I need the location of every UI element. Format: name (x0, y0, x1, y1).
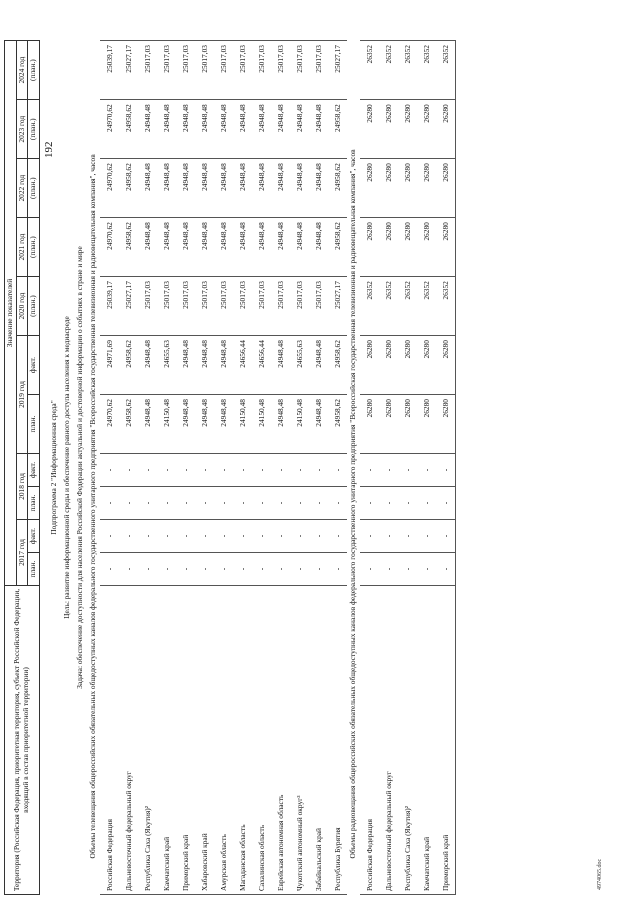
value-cell: 24948,48 (195, 218, 214, 277)
subheader-plan: (план.) (28, 218, 40, 277)
value-cell: - (290, 553, 309, 586)
value-cell: 26280 (417, 159, 436, 218)
value-cell: - (100, 453, 119, 486)
value-cell: 26280 (360, 395, 379, 454)
value-cell: - (157, 486, 176, 519)
value-cell: - (119, 486, 138, 519)
value-cell: 26280 (436, 100, 456, 159)
value-cell: - (119, 453, 138, 486)
value-cell: 24948,48 (252, 100, 271, 159)
year-header-2017: 2017 год (16, 520, 28, 586)
value-cell: - (436, 520, 456, 553)
value-cell: 25017,03 (138, 277, 157, 336)
indicators-table (4, 40, 456, 895)
value-cell: 26280 (436, 218, 456, 277)
subheader-fact: факт. (28, 336, 40, 395)
value-cell: 25017,03 (309, 277, 328, 336)
value-cell: - (398, 453, 417, 486)
value-cell: - (214, 520, 233, 553)
indicators-header: Значение показателей (5, 41, 17, 586)
value-cell: 24948,48 (214, 159, 233, 218)
value-cell: 24150,48 (233, 395, 252, 454)
value-cell: - (100, 486, 119, 519)
territory-name: Камчатский край (417, 586, 436, 895)
value-cell: 26280 (417, 218, 436, 277)
value-cell: - (398, 520, 417, 553)
value-cell: 24150,48 (290, 395, 309, 454)
table-row (398, 41, 417, 895)
value-cell: - (379, 520, 398, 553)
table-row (417, 41, 436, 895)
value-cell: 24656,44 (233, 336, 252, 395)
year-header-2018: 2018 год (16, 453, 28, 519)
value-cell: - (417, 553, 436, 586)
value-cell: 24948,48 (290, 159, 309, 218)
value-cell: - (176, 486, 195, 519)
value-cell: - (398, 553, 417, 586)
value-cell: 26280 (379, 336, 398, 395)
value-cell: 26352 (398, 277, 417, 336)
value-cell: 24948,48 (309, 100, 328, 159)
value-cell: 24970,62 (100, 395, 119, 454)
value-cell: 26352 (360, 277, 379, 336)
table-row (436, 41, 456, 895)
value-cell: 25017,03 (290, 277, 309, 336)
value-cell: - (271, 553, 290, 586)
value-cell: 26352 (417, 277, 436, 336)
subheader-plan: план. (28, 486, 40, 519)
value-cell: 24948,48 (176, 395, 195, 454)
value-cell: 24948,48 (195, 159, 214, 218)
territory-name: Приморский край (436, 586, 456, 895)
value-cell: 24948,48 (138, 100, 157, 159)
value-cell: - (290, 486, 309, 519)
section-title: Объемы телевещания общероссийских обязательных общедоступных каналов федерального государственного унитарного предприятия "Всероссийская государственная телевизионная и радиовещательная компания", часов (88, 154, 98, 859)
value-cell: 24948,48 (271, 100, 290, 159)
value-cell: 25017,03 (176, 41, 195, 100)
value-cell: 24948,48 (138, 218, 157, 277)
value-cell: 26280 (379, 159, 398, 218)
value-cell: - (417, 520, 436, 553)
value-cell: - (100, 520, 119, 553)
value-cell: 24958,62 (119, 395, 138, 454)
value-cell: 24948,48 (195, 100, 214, 159)
value-cell: 26280 (398, 100, 417, 159)
value-cell: - (252, 520, 271, 553)
value-cell: 25017,03 (271, 41, 290, 100)
territory-name: Амурская область (214, 586, 233, 895)
value-cell: 25017,03 (195, 277, 214, 336)
value-cell: 26280 (398, 159, 417, 218)
value-cell: - (436, 486, 456, 519)
value-cell: 25027,17 (328, 41, 347, 100)
value-cell: 24948,48 (290, 218, 309, 277)
value-cell: 24948,48 (309, 218, 328, 277)
value-cell: 25027,17 (328, 277, 347, 336)
territory-name: Чукотский автономный округ³ (290, 586, 309, 895)
value-cell: 24948,48 (233, 100, 252, 159)
value-cell: 24948,48 (157, 100, 176, 159)
value-cell: - (195, 453, 214, 486)
value-cell: 24948,48 (271, 395, 290, 454)
value-cell: - (119, 553, 138, 586)
value-cell: 26280 (398, 218, 417, 277)
value-cell: 26280 (379, 395, 398, 454)
value-cell: - (328, 553, 347, 586)
value-cell: - (233, 553, 252, 586)
table-row (328, 41, 347, 895)
value-cell: 26280 (436, 395, 456, 454)
value-cell: 25017,03 (233, 277, 252, 336)
year-header-2023: 2023 год (16, 100, 28, 159)
territory-name: Магаданская область (233, 586, 252, 895)
value-cell: - (176, 520, 195, 553)
value-cell: - (309, 520, 328, 553)
territory-name: Республика Бурятия (328, 586, 347, 895)
value-cell: - (157, 520, 176, 553)
section-title-row (347, 41, 360, 895)
value-cell: 24655,63 (157, 336, 176, 395)
value-cell: 26280 (417, 336, 436, 395)
value-cell: 25017,03 (138, 41, 157, 100)
table-row (157, 41, 176, 895)
value-cell: 24948,48 (252, 218, 271, 277)
value-cell: 26352 (360, 41, 379, 100)
value-cell: 25017,03 (252, 277, 271, 336)
value-cell: 24948,48 (309, 159, 328, 218)
value-cell: - (309, 486, 328, 519)
value-cell: - (214, 453, 233, 486)
value-cell: - (195, 486, 214, 519)
table-row (214, 41, 233, 895)
value-cell: 25017,03 (233, 41, 252, 100)
value-cell: 24948,48 (176, 336, 195, 395)
value-cell: 25017,03 (290, 41, 309, 100)
value-cell: - (157, 553, 176, 586)
value-cell: 26280 (398, 395, 417, 454)
value-cell: - (138, 453, 157, 486)
value-cell: - (252, 453, 271, 486)
value-cell: - (157, 453, 176, 486)
value-cell: - (417, 486, 436, 519)
value-cell: 25017,03 (271, 277, 290, 336)
territory-name: Дальневосточный федеральный округ (119, 586, 138, 895)
value-cell: - (233, 486, 252, 519)
year-header-2021: 2021 год (16, 218, 28, 277)
value-cell: 24970,62 (100, 218, 119, 277)
table-row (360, 41, 379, 895)
value-cell: 25017,03 (157, 41, 176, 100)
value-cell: 26280 (436, 159, 456, 218)
value-cell: 24948,48 (138, 159, 157, 218)
value-cell: 24948,48 (271, 336, 290, 395)
value-cell: 26352 (436, 41, 456, 100)
value-cell: 24958,62 (328, 218, 347, 277)
subheader-fact: факт. (28, 520, 40, 553)
value-cell: - (360, 486, 379, 519)
table-row (252, 41, 271, 895)
value-cell: - (138, 486, 157, 519)
value-cell: - (290, 520, 309, 553)
value-cell: - (100, 553, 119, 586)
value-cell: - (379, 553, 398, 586)
value-cell: - (271, 486, 290, 519)
subprogram-title: Подпрограмма 2 "Информационная среда" (49, 400, 59, 535)
value-cell: 24948,48 (252, 159, 271, 218)
territory-name: Еврейская автономная область (271, 586, 290, 895)
subheader-plan: (план.) (28, 41, 40, 100)
file-id: 4974065.doc (597, 858, 603, 890)
value-cell: 26352 (436, 277, 456, 336)
value-cell: 25039,17 (100, 277, 119, 336)
territory-name: Российская Федерация (360, 586, 379, 895)
value-cell: 26280 (360, 159, 379, 218)
value-cell: 25017,03 (214, 277, 233, 336)
value-cell: 24948,48 (214, 100, 233, 159)
value-cell: 24948,48 (214, 395, 233, 454)
value-cell: 26280 (436, 336, 456, 395)
value-cell: - (398, 486, 417, 519)
table-header (5, 41, 40, 895)
value-cell: 26280 (417, 395, 436, 454)
value-cell: 26352 (417, 41, 436, 100)
value-cell: - (360, 453, 379, 486)
territory-name: Приморский край (176, 586, 195, 895)
value-cell: 25027,17 (119, 41, 138, 100)
value-cell: - (233, 453, 252, 486)
value-cell: 24948,48 (271, 159, 290, 218)
value-cell: 26352 (398, 41, 417, 100)
table-row (271, 41, 290, 895)
territory-name: Республика Саха (Якутия)² (398, 586, 417, 895)
table-row (119, 41, 138, 895)
value-cell: 24958,62 (328, 100, 347, 159)
value-cell: 25017,03 (214, 41, 233, 100)
subheader-plan: (план.) (28, 277, 40, 336)
value-cell: - (271, 453, 290, 486)
value-cell: - (214, 553, 233, 586)
territory-name: Хабаровский край (195, 586, 214, 895)
value-cell: 26280 (360, 336, 379, 395)
value-cell: - (436, 553, 456, 586)
value-cell: 24948,48 (138, 336, 157, 395)
value-cell: 26352 (379, 277, 398, 336)
value-cell: 24948,48 (138, 395, 157, 454)
value-cell: 24948,48 (157, 218, 176, 277)
value-cell: 25027,17 (119, 277, 138, 336)
value-cell: 24655,63 (290, 336, 309, 395)
territory-name: Забайкальский край (309, 586, 328, 895)
value-cell: - (195, 553, 214, 586)
value-cell: - (252, 486, 271, 519)
value-cell: 26280 (379, 218, 398, 277)
territory-name: Российская Федерация (100, 586, 119, 895)
value-cell: - (138, 553, 157, 586)
value-cell: 24948,48 (176, 159, 195, 218)
value-cell: 24948,48 (176, 100, 195, 159)
value-cell: 24656,44 (252, 336, 271, 395)
section-title: Объемы радиовещания общероссийских обязательных общедоступных каналов федерального государственного унитарного предприятия "Всероссийская государственная телевизионная и радиовещательная компания", часов (347, 149, 357, 859)
value-cell: - (360, 553, 379, 586)
goal-text: Цель: развитие информационной среды и обеспечение равного доступа населения к медиасреде (62, 316, 72, 619)
value-cell: 24958,62 (119, 100, 138, 159)
subheader-plan: (план.) (28, 100, 40, 159)
value-cell: 24958,62 (119, 159, 138, 218)
subheader-plan: план. (28, 553, 40, 586)
task-text: Задача: обеспечение доступности для населения Российской Федерации актуальной и достоверной информации о событиях в стране и мире (75, 246, 85, 689)
value-cell: 24948,48 (214, 336, 233, 395)
value-cell: - (176, 553, 195, 586)
value-cell: - (328, 453, 347, 486)
value-cell: 25017,03 (309, 41, 328, 100)
value-cell: 25017,03 (195, 41, 214, 100)
territory-name: Камчатский край (157, 586, 176, 895)
value-cell: 24970,62 (100, 100, 119, 159)
value-cell: - (328, 520, 347, 553)
value-cell: - (176, 453, 195, 486)
value-cell: 24948,48 (271, 218, 290, 277)
value-cell: 26280 (360, 100, 379, 159)
value-cell: 24948,48 (176, 218, 195, 277)
value-cell: 24970,62 (100, 159, 119, 218)
value-cell: 25039,17 (100, 41, 119, 100)
territory-header: Территория (Российская Федерация, приоритетная территория, субъект Российской Федерации, входящий в состав приоритетной территории) (5, 586, 40, 895)
territory-name: Сахалинская область (252, 586, 271, 895)
value-cell: 24948,48 (233, 159, 252, 218)
value-cell: - (379, 453, 398, 486)
value-cell: 24948,48 (195, 395, 214, 454)
value-cell: 24948,48 (214, 218, 233, 277)
year-header-2020: 2020 год (16, 277, 28, 336)
table-row (138, 41, 157, 895)
value-cell: - (195, 520, 214, 553)
value-cell: - (138, 520, 157, 553)
value-cell: - (417, 453, 436, 486)
value-cell: - (290, 453, 309, 486)
table-row (176, 41, 195, 895)
value-cell: 24150,48 (157, 395, 176, 454)
value-cell: 24948,48 (309, 395, 328, 454)
value-cell: 25017,03 (252, 41, 271, 100)
territory-name: Дальневосточный федеральный округ (379, 586, 398, 895)
value-cell: - (271, 520, 290, 553)
value-cell: - (252, 553, 271, 586)
value-cell: - (328, 486, 347, 519)
table-row (309, 41, 328, 895)
table-row (290, 41, 309, 895)
year-header-2024: 2024 год (16, 41, 28, 100)
page-number: 192 (43, 141, 55, 158)
value-cell: - (233, 520, 252, 553)
table-row (100, 41, 119, 895)
value-cell: 24958,62 (328, 336, 347, 395)
value-cell: 24948,48 (233, 218, 252, 277)
value-cell: 26352 (379, 41, 398, 100)
value-cell: - (436, 453, 456, 486)
value-cell: 26280 (417, 100, 436, 159)
value-cell: 26280 (379, 100, 398, 159)
value-cell: - (360, 520, 379, 553)
table-body (39, 41, 455, 895)
year-header-2019: 2019 год (16, 336, 28, 454)
table-row (233, 41, 252, 895)
table-row (379, 41, 398, 895)
value-cell: 25017,03 (157, 277, 176, 336)
value-cell: 26280 (360, 218, 379, 277)
value-cell: 24948,48 (157, 159, 176, 218)
value-cell: 25017,03 (176, 277, 195, 336)
table-row (195, 41, 214, 895)
subheader-fact: факт. (28, 453, 40, 486)
territory-name: Республика Саха (Якутия)² (138, 586, 157, 895)
value-cell: 24958,62 (119, 336, 138, 395)
value-cell: 24958,62 (328, 159, 347, 218)
year-header-2022: 2022 год (16, 159, 28, 218)
value-cell: - (309, 553, 328, 586)
subheader-plan: (план.) (28, 159, 40, 218)
value-cell: 24948,48 (195, 336, 214, 395)
value-cell: - (309, 453, 328, 486)
value-cell: 24971,69 (100, 336, 119, 395)
value-cell: 24948,48 (290, 100, 309, 159)
value-cell: - (379, 486, 398, 519)
value-cell: 24958,62 (119, 218, 138, 277)
value-cell: 26280 (398, 336, 417, 395)
value-cell: 24958,62 (328, 395, 347, 454)
value-cell: 24150,48 (252, 395, 271, 454)
rotated-table-sheet (4, 35, 604, 895)
subheader-plan: план. (28, 395, 40, 454)
value-cell: - (214, 486, 233, 519)
section-title-row (87, 41, 100, 895)
value-cell: - (119, 520, 138, 553)
value-cell: 24948,48 (309, 336, 328, 395)
